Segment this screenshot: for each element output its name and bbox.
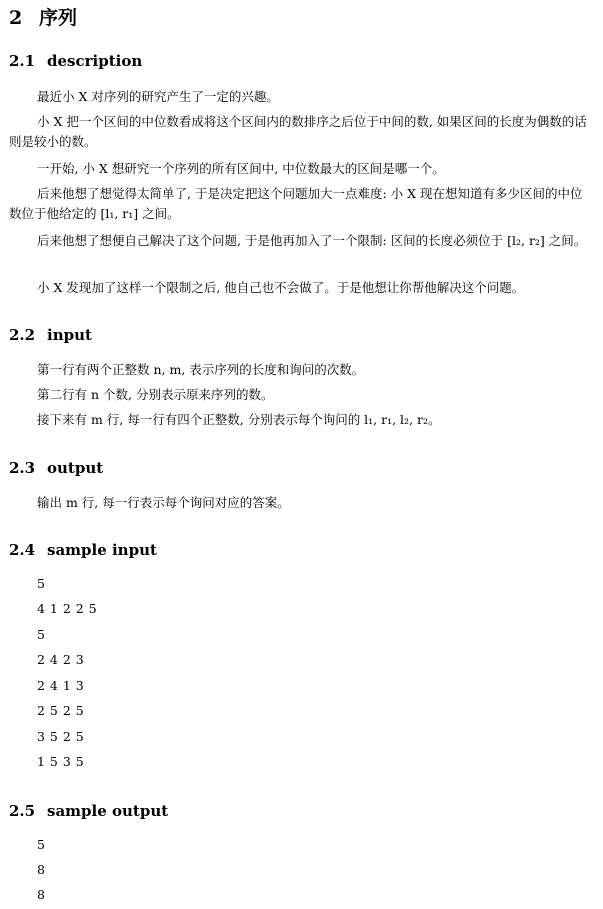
page-title-text: 序列 [39,7,78,29]
input-paragraph-3: 接下来有 m 行, 每一行有四个正整数, 分别表示每个询问的 l₁, r₁, l₂, r₂。 [37,412,441,427]
sample-output-line: 8 [37,887,46,902]
section-title: sample output [47,802,169,820]
section-title: description [47,52,143,70]
section-heading-description [9,51,142,71]
sample-input-line: 4 1 2 2 5 [37,601,98,616]
sample-input-line: 2 4 1 3 [37,678,85,693]
section-number: 2.2 [9,326,36,344]
output-paragraph-1: 输出 m 行, 每一行表示每个询问对应的答案。 [37,495,290,510]
sample-input-line: 5 [37,627,46,642]
section-number: 2.4 [9,541,36,559]
description-paragraph-3: 一开始, 小 X 想研究一个序列的所有区间中, 中位数最大的区间是哪一个。 [37,161,445,176]
description-paragraph-4: 后来他想了想觉得太简单了, 于是决定把这个问题加大一点难度: 小 X 现在想知道有多少区间的中位数位于他给定的 [l₁, r₁] 之间。 [9,186,583,221]
section-title: sample input [47,541,157,559]
page-title-number: 2 [9,7,23,29]
section-heading-input [9,325,92,345]
section-heading-sample-input [9,540,157,560]
sample-output-line: 5 [37,837,46,852]
description-paragraph-5: 后来他想了想便自己解决了这个问题, 于是他再加入了一个限制: 区间的长度必须位于 [l₂, r₂] 之间。 [37,233,587,248]
sample-input-line: 5 [37,576,46,591]
section-number: 2.3 [9,459,36,477]
section-number: 2.5 [9,802,36,820]
page-title [9,5,77,31]
description-paragraph-2: 小 X 把一个区间的中位数看成将这个区间内的数排序之后位于中间的数, 如果区间的长度为偶数的话则是较小的数。 [9,114,587,149]
section-heading-sample-output [9,801,168,821]
section-title: output [47,459,104,477]
description-paragraph-1: 最近小 X 对序列的研究产生了一定的兴趣。 [37,89,279,104]
sample-input-line: 3 5 2 5 [37,729,85,744]
sample-input-line: 2 5 2 5 [37,703,85,718]
section-title: input [47,326,92,344]
section-heading-output [9,458,103,478]
sample-output-line: 8 [37,862,46,877]
section-number: 2.1 [9,52,36,70]
sample-input-line: 1 5 3 5 [37,754,85,769]
input-paragraph-2: 第二行有 n 个数, 分别表示原来序列的数。 [37,387,274,402]
description-paragraph-6: 小 X 发现加了这样一个限制之后, 他自己也不会做了。于是他想让你帮他解决这个问题。 [37,280,525,295]
input-paragraph-1: 第一行有两个正整数 n, m, 表示序列的长度和询问的次数。 [37,362,365,377]
sample-input-line: 2 4 2 3 [37,652,85,667]
